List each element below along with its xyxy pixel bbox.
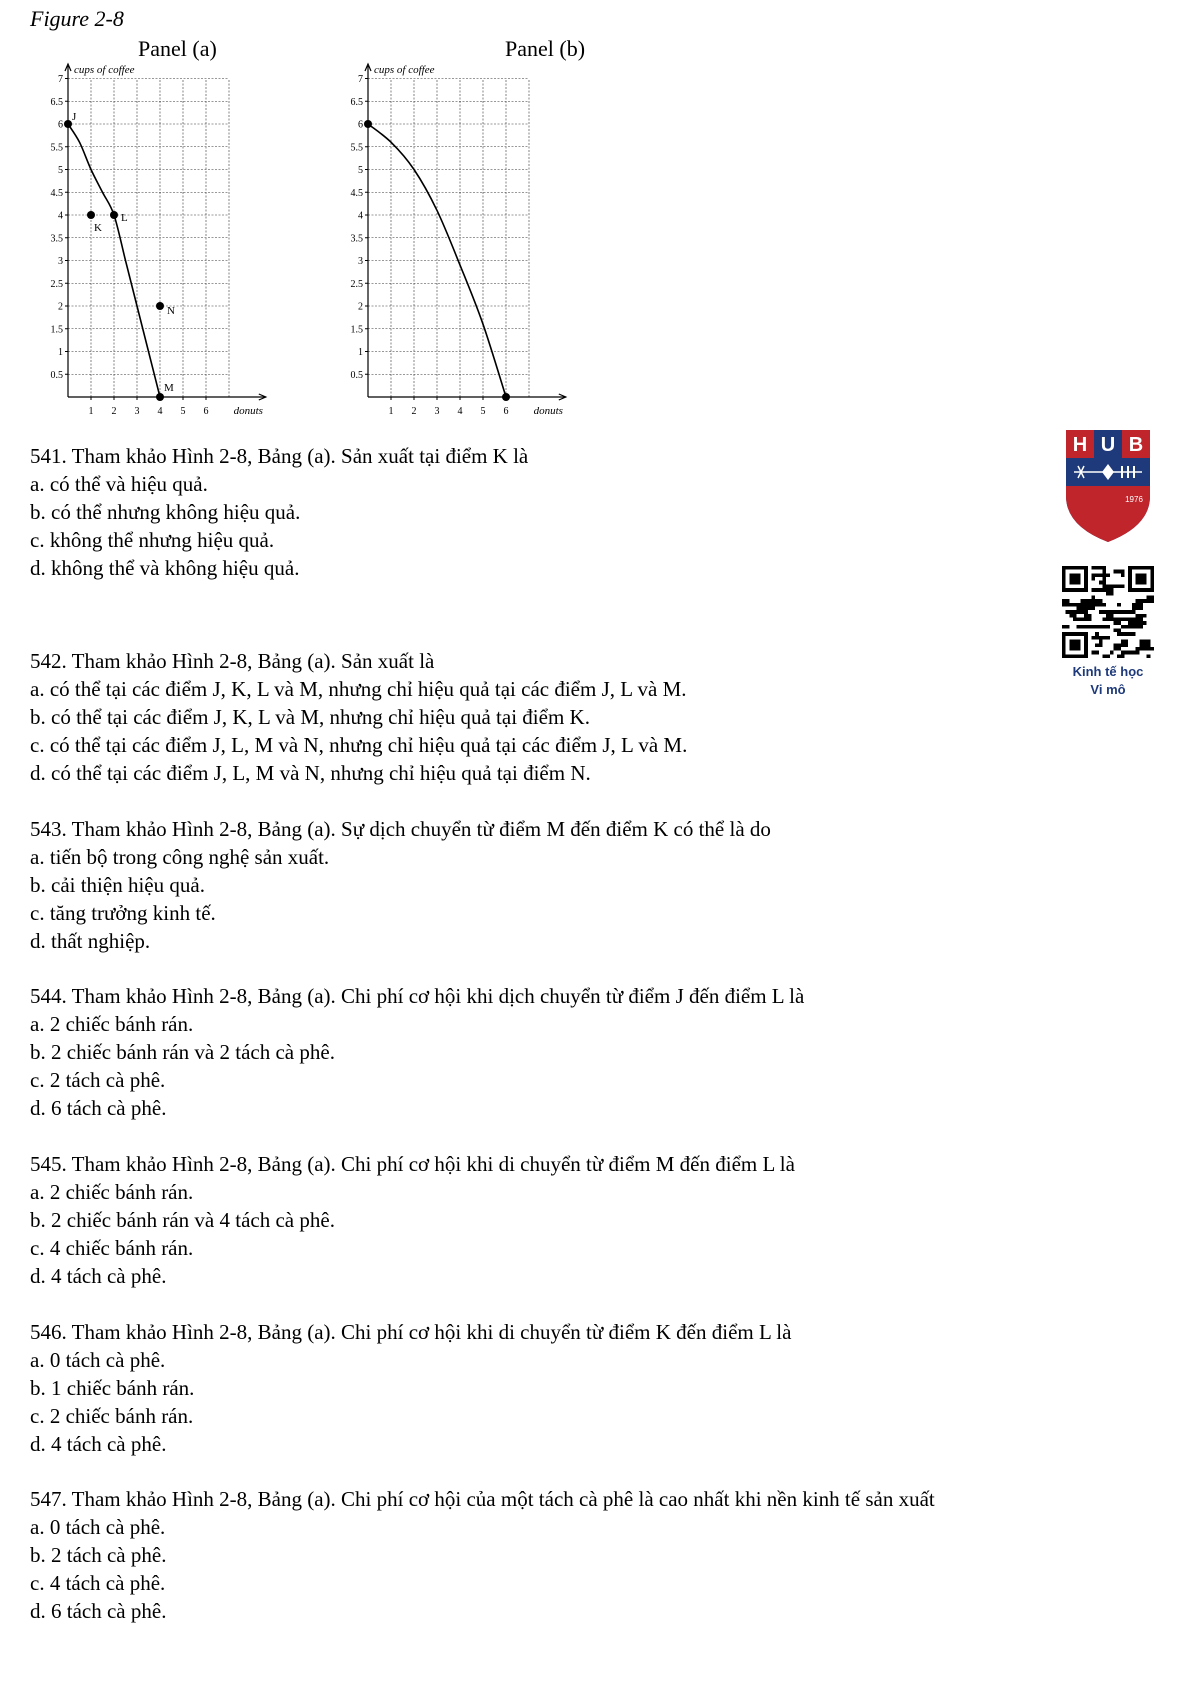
qr-module [1099,610,1103,614]
qr-module [1147,640,1151,644]
qr-module [1099,581,1103,585]
answer-option: c. không thể nhưng hiệu quả. [30,528,275,552]
qr-module [1091,599,1095,603]
x-tick-label: 6 [203,406,209,417]
qr-module [1084,618,1088,622]
point-label-n: N [167,305,175,317]
qr-module [1099,599,1103,603]
qr-module [1080,610,1084,614]
y-tick-label: 1.5 [50,324,63,336]
answer-option: a. tiến bộ trong công nghệ sản xuất. [30,845,330,869]
qr-module [1099,566,1103,570]
qr-module [1102,618,1106,622]
y-tick-label: 1 [58,347,63,358]
qr-module [1080,618,1084,622]
qr-module [1102,654,1106,658]
qr-module [1080,606,1084,610]
qr-module [1062,599,1066,603]
qr-module [1091,636,1095,640]
qr-module [1147,654,1151,658]
qr-module [1102,570,1106,574]
answer-option: a. có thể tại các điểm J, K, L và M, nhưng chỉ hiệu quả tại các điểm J, L và M. [30,677,687,701]
qr-module [1106,610,1110,614]
answer-option: a. 0 tách cà phê. [30,1515,166,1539]
qr-module [1088,614,1092,618]
qr-module [1110,651,1114,655]
qr-module [1099,573,1103,577]
qr-module [1095,573,1099,577]
qr-module [1110,618,1114,622]
qr-module [1114,584,1118,588]
qr-module [1139,606,1143,610]
answer-option: d. 4 tách cà phê. [30,1264,167,1288]
qr-module [1088,606,1092,610]
y-tick-label: 2 [58,301,63,313]
y-tick-label: 3.5 [50,233,63,245]
qr-module [1136,618,1140,622]
x-tick-label: 5 [180,406,186,417]
qr-module [1125,632,1129,636]
x-tick-label: 1 [388,406,394,417]
badge-subject: Kinh tế học [1072,664,1144,679]
qr-module [1088,618,1092,622]
y-tick-label: 2 [358,301,363,313]
y-tick-label: 1 [358,347,363,358]
badge-subtitle: Vi mô [1090,682,1126,697]
qr-module [1114,643,1118,647]
data-point-l [110,211,118,219]
qr-module [1095,625,1099,629]
data-point-j [64,120,72,128]
qr-module [1110,588,1114,592]
qr-module [1066,610,1070,614]
qr-module [1106,625,1110,629]
qr-module [1139,625,1143,629]
qr-module [1084,603,1088,607]
qr-module [1150,647,1154,651]
qr-module [1110,584,1114,588]
data-point-n [156,302,164,310]
y-tick-label: 3.5 [350,233,363,245]
answer-option: a. 2 chiếc bánh rán. [30,1180,194,1204]
qr-module [1084,614,1088,618]
answer-option: c. có thể tại các điểm J, L, M và N, nhưng chỉ hiệu quả tại các điểm J, L và M. [30,733,688,757]
answer-option: b. 2 tách cà phê. [30,1543,167,1567]
qr-module [1117,584,1121,588]
qr-module [1102,636,1106,640]
point-label-l: L [121,212,128,224]
qr-module [1088,603,1092,607]
answer-option: d. thất nghiệp. [30,929,151,953]
y-tick-label: 0.5 [50,369,63,381]
qr-module [1106,614,1110,618]
y-tick-label: 6.5 [350,96,363,108]
qr-module [1110,614,1114,618]
qr-module [1095,643,1099,647]
x-tick-label: 4 [457,406,463,417]
question-stem: 545. Tham khảo Hình 2-8, Bảng (a). Chi phí cơ hội khi di chuyển từ điểm M đến điểm L là [30,1152,795,1176]
qr-module [1132,651,1136,655]
point-label-k: K [94,222,102,234]
qr-module [1066,625,1070,629]
qr-module [1147,647,1151,651]
qr-module [1088,599,1092,603]
qr-module [1077,603,1081,607]
qr-module [1136,606,1140,610]
answer-option: b. có thể tại các điểm J, K, L và M, nhưng chỉ hiệu quả tại điểm K. [30,705,590,729]
y-tick-label: 2.5 [350,278,363,290]
y-tick-label: 7 [58,74,63,85]
qr-module [1132,610,1136,614]
answer-option: c. 4 tách cà phê. [30,1571,166,1595]
qr-module [1125,610,1129,614]
qr-module [1069,603,1073,607]
qr-module [1084,599,1088,603]
qr-module [1106,588,1110,592]
point-label-j: J [72,111,77,123]
logo-letter-h: H [1072,434,1088,456]
qr-module [1128,651,1132,655]
x-tick-label: 5 [480,406,486,417]
answer-option: b. 2 chiếc bánh rán và 4 tách cà phê. [30,1208,335,1232]
qr-module [1150,599,1154,603]
chart-panel-b [330,60,590,460]
qr-module [1080,599,1084,603]
qr-module [1106,584,1110,588]
y-axis-title: cups of coffee [374,64,435,76]
y-tick-label: 6.5 [50,96,63,108]
qr-module [1102,603,1106,607]
answer-option: b. cải thiện hiệu quả. [30,873,205,897]
qr-module [1110,592,1114,596]
question-547 [30,1485,935,1625]
qr-module [1117,632,1121,636]
answer-option: b. 2 chiếc bánh rán và 2 tách cà phê. [30,1040,335,1064]
qr-module [1099,643,1103,647]
qr-module [1147,643,1151,647]
qr-module [1084,606,1088,610]
qr-module [1091,573,1095,577]
figure-title: Figure 2-8 [30,6,124,31]
qr-module [1128,618,1132,622]
qr-module [1095,566,1099,570]
qr-module [1099,640,1103,644]
qr-module [1102,581,1106,585]
qr-module [1136,647,1140,651]
qr-module [1114,618,1118,622]
data-point-k [87,211,95,219]
qr-module [1132,621,1136,625]
qr-module [1121,573,1125,577]
question-stem: 546. Tham khảo Hình 2-8, Bảng (a). Chi phí cơ hội khi di chuyển từ điểm K đến điểm L là [30,1320,792,1344]
qr-module [1117,570,1121,574]
answer-option: d. 4 tách cà phê. [30,1432,167,1456]
data-point-m [156,393,164,401]
qr-module [1080,603,1084,607]
qr-module [1139,603,1143,607]
qr-module [1084,610,1088,614]
qr-module [1091,625,1095,629]
qr-module [1091,595,1095,599]
qr-module [1062,625,1066,629]
qr-module [1095,588,1099,592]
y-tick-label: 5.5 [50,142,63,154]
x-tick-label: 3 [134,406,140,417]
qr-module [1095,603,1099,607]
qr-module [1091,577,1095,581]
qr-module [1080,625,1084,629]
question-stem: 547. Tham khảo Hình 2-8, Bảng (a). Chi phí cơ hội của một tách cà phê là cao nhất khi nền kinh tế sản xuất [30,1487,935,1511]
y-tick-label: 4.5 [50,187,63,199]
y-tick-label: 5 [358,165,363,176]
y-tick-label: 1.5 [350,324,363,336]
qr-module [1102,610,1106,614]
question-stem: 541. Tham khảo Hình 2-8, Bảng (a). Sản xuất tại điểm K là [30,444,529,468]
qr-module [1114,570,1118,574]
qr-module [1102,573,1106,577]
question-541 [30,442,528,582]
qr-module [1139,618,1143,622]
hub-logo [1062,426,1154,544]
answer-option: c. tăng trưởng kinh tế. [30,901,216,925]
qr-module [1121,610,1125,614]
qr-module [1099,588,1103,592]
qr-module [1132,603,1136,607]
qr-module [1062,603,1066,607]
qr-module [1125,651,1129,655]
qr-module [1106,592,1110,596]
qr-module [1117,654,1121,658]
qr-module [1106,636,1110,640]
qr-module [1091,566,1095,570]
qr-module [1073,610,1077,614]
qr-module [1121,632,1125,636]
qr-module [1143,621,1147,625]
qr-module [1121,584,1125,588]
answer-option: c. 4 chiếc bánh rán. [30,1236,194,1260]
qr-module [1084,625,1088,629]
qr-module [1091,651,1095,655]
panel-b-title: Panel (b) [505,36,586,61]
answer-option: d. không thể và không hiệu quả. [30,556,300,580]
qr-module [1099,636,1103,640]
qr-module [1117,618,1121,622]
qr-module [1117,629,1121,633]
point-label-m: M [164,382,174,394]
question-546 [30,1318,791,1458]
y-tick-label: 2.5 [50,278,63,290]
qr-module [1095,599,1099,603]
qr-finder [1069,573,1080,584]
qr-module [1117,603,1121,607]
y-tick-label: 4 [358,210,363,222]
qr-module [1088,625,1092,629]
qr-module [1091,588,1095,592]
qr-module [1099,603,1103,607]
qr-module [1102,566,1106,570]
qr-module [1139,640,1143,644]
x-tick-label: 2 [111,406,117,417]
qr-module [1132,632,1136,636]
answer-option: a. có thể và hiệu quả. [30,472,208,496]
qr-module [1102,577,1106,581]
question-545 [30,1150,795,1290]
qr-module [1132,625,1136,629]
qr-module [1066,599,1070,603]
qr-module [1139,643,1143,647]
qr-module [1143,643,1147,647]
qr-module [1121,654,1125,658]
x-tick-label: 4 [157,406,163,417]
qr-module [1069,610,1073,614]
y-tick-label: 6 [58,119,63,131]
answer-option: d. 6 tách cà phê. [30,1599,167,1623]
qr-module [1102,588,1106,592]
y-tick-label: 3 [58,256,63,267]
question-stem: 542. Tham khảo Hình 2-8, Bảng (a). Sản xuất là [30,649,435,673]
qr-module [1091,603,1095,607]
question-stem: 543. Tham khảo Hình 2-8, Bảng (a). Sự dịch chuyển từ điểm M đến điểm K có thể là do [30,817,771,841]
y-tick-label: 4.5 [350,187,363,199]
qr-module [1073,618,1077,622]
qr-module [1110,610,1114,614]
chart-panel-a [30,60,290,460]
qr-module [1139,614,1143,618]
qr-module [1125,625,1129,629]
qr-module [1121,640,1125,644]
qr-module [1121,618,1125,622]
qr-module [1125,618,1129,622]
qr-module [1125,643,1129,647]
qr-module [1077,610,1081,614]
y-tick-label: 5 [58,165,63,176]
answer-option: a. 0 tách cà phê. [30,1348,166,1372]
logo-year: 1976 [1125,495,1143,504]
x-tick-label: 3 [434,406,440,417]
qr-module [1132,606,1136,610]
qr-module [1121,625,1125,629]
qr-module [1136,651,1140,655]
qr-module [1117,647,1121,651]
qr-module [1143,647,1147,651]
qr-module [1121,643,1125,647]
qr-module [1136,599,1140,603]
x-axis-title: donuts [233,405,263,417]
question-543 [30,815,771,955]
data-point [364,120,372,128]
question-542 [30,647,687,787]
qr-module [1143,614,1147,618]
answer-option: c. 2 chiếc bánh rán. [30,1404,194,1428]
qr-module [1091,606,1095,610]
qr-module [1117,621,1121,625]
qr-module [1077,606,1081,610]
y-tick-label: 3 [358,256,363,267]
x-axis-title: donuts [533,405,563,417]
qr-module [1114,610,1118,614]
x-tick-label: 2 [411,406,417,417]
qr-module [1136,614,1140,618]
qr-module [1147,595,1151,599]
qr-module [1150,595,1154,599]
qr-module [1147,599,1151,603]
y-tick-label: 0.5 [350,369,363,381]
qr-module [1136,603,1140,607]
qr-module [1106,573,1110,577]
qr-module [1139,647,1143,651]
qr-module [1128,621,1132,625]
y-tick-label: 5.5 [350,142,363,154]
qr-module [1073,614,1077,618]
answer-option: d. có thể tại các điểm J, L, M và N, nhưng chỉ hiệu quả tại điểm N. [30,761,591,785]
data-point [502,393,510,401]
qr-module [1069,614,1073,618]
x-tick-label: 6 [503,406,509,417]
qr-module [1143,599,1147,603]
qr-module [1077,618,1081,622]
qr-module [1117,610,1121,614]
qr-finder [1136,573,1147,584]
answer-option: c. 2 tách cà phê. [30,1068,166,1092]
answer-option: d. 6 tách cà phê. [30,1096,167,1120]
qr-module [1102,625,1106,629]
qr-module [1117,643,1121,647]
answer-option: b. 1 chiếc bánh rán. [30,1376,195,1400]
qr-module [1121,651,1125,655]
qr-module [1066,603,1070,607]
y-tick-label: 6 [358,119,363,131]
qr-module [1095,636,1099,640]
x-tick-label: 1 [88,406,94,417]
y-tick-label: 7 [358,74,363,85]
qr-module [1132,618,1136,622]
question-544 [30,982,804,1122]
logo-letter-b: B [1128,434,1144,456]
qr-module [1102,584,1106,588]
qr-module [1114,621,1118,625]
qr-module [1095,632,1099,636]
qr-module [1128,632,1132,636]
qr-module [1114,629,1118,633]
qr-code-icon [1062,566,1154,658]
qr-module [1136,621,1140,625]
panel-a-title: Panel (a) [138,36,217,61]
qr-module [1136,625,1140,629]
qr-module [1139,621,1143,625]
logo-letter-u: U [1100,434,1116,456]
answer-option: a. 2 chiếc bánh rán. [30,1012,194,1036]
qr-finder [1069,640,1080,651]
qr-module [1128,610,1132,614]
qr-module [1121,570,1125,574]
qr-module [1106,618,1110,622]
qr-module [1143,640,1147,644]
qr-module [1099,625,1103,629]
qr-module [1128,625,1132,629]
qr-module [1125,640,1129,644]
qr-module [1095,651,1099,655]
y-axis-title: cups of coffee [74,64,135,76]
qr-module [1077,625,1081,629]
answer-option: b. có thể nhưng không hiệu quả. [30,500,301,524]
y-tick-label: 4 [58,210,63,222]
qr-module [1139,599,1143,603]
qr-module [1114,647,1118,651]
qr-module [1106,654,1110,658]
question-stem: 544. Tham khảo Hình 2-8, Bảng (a). Chi phí cơ hội khi dịch chuyển từ điểm J đến điểm L là [30,984,805,1008]
qr-module [1073,603,1077,607]
